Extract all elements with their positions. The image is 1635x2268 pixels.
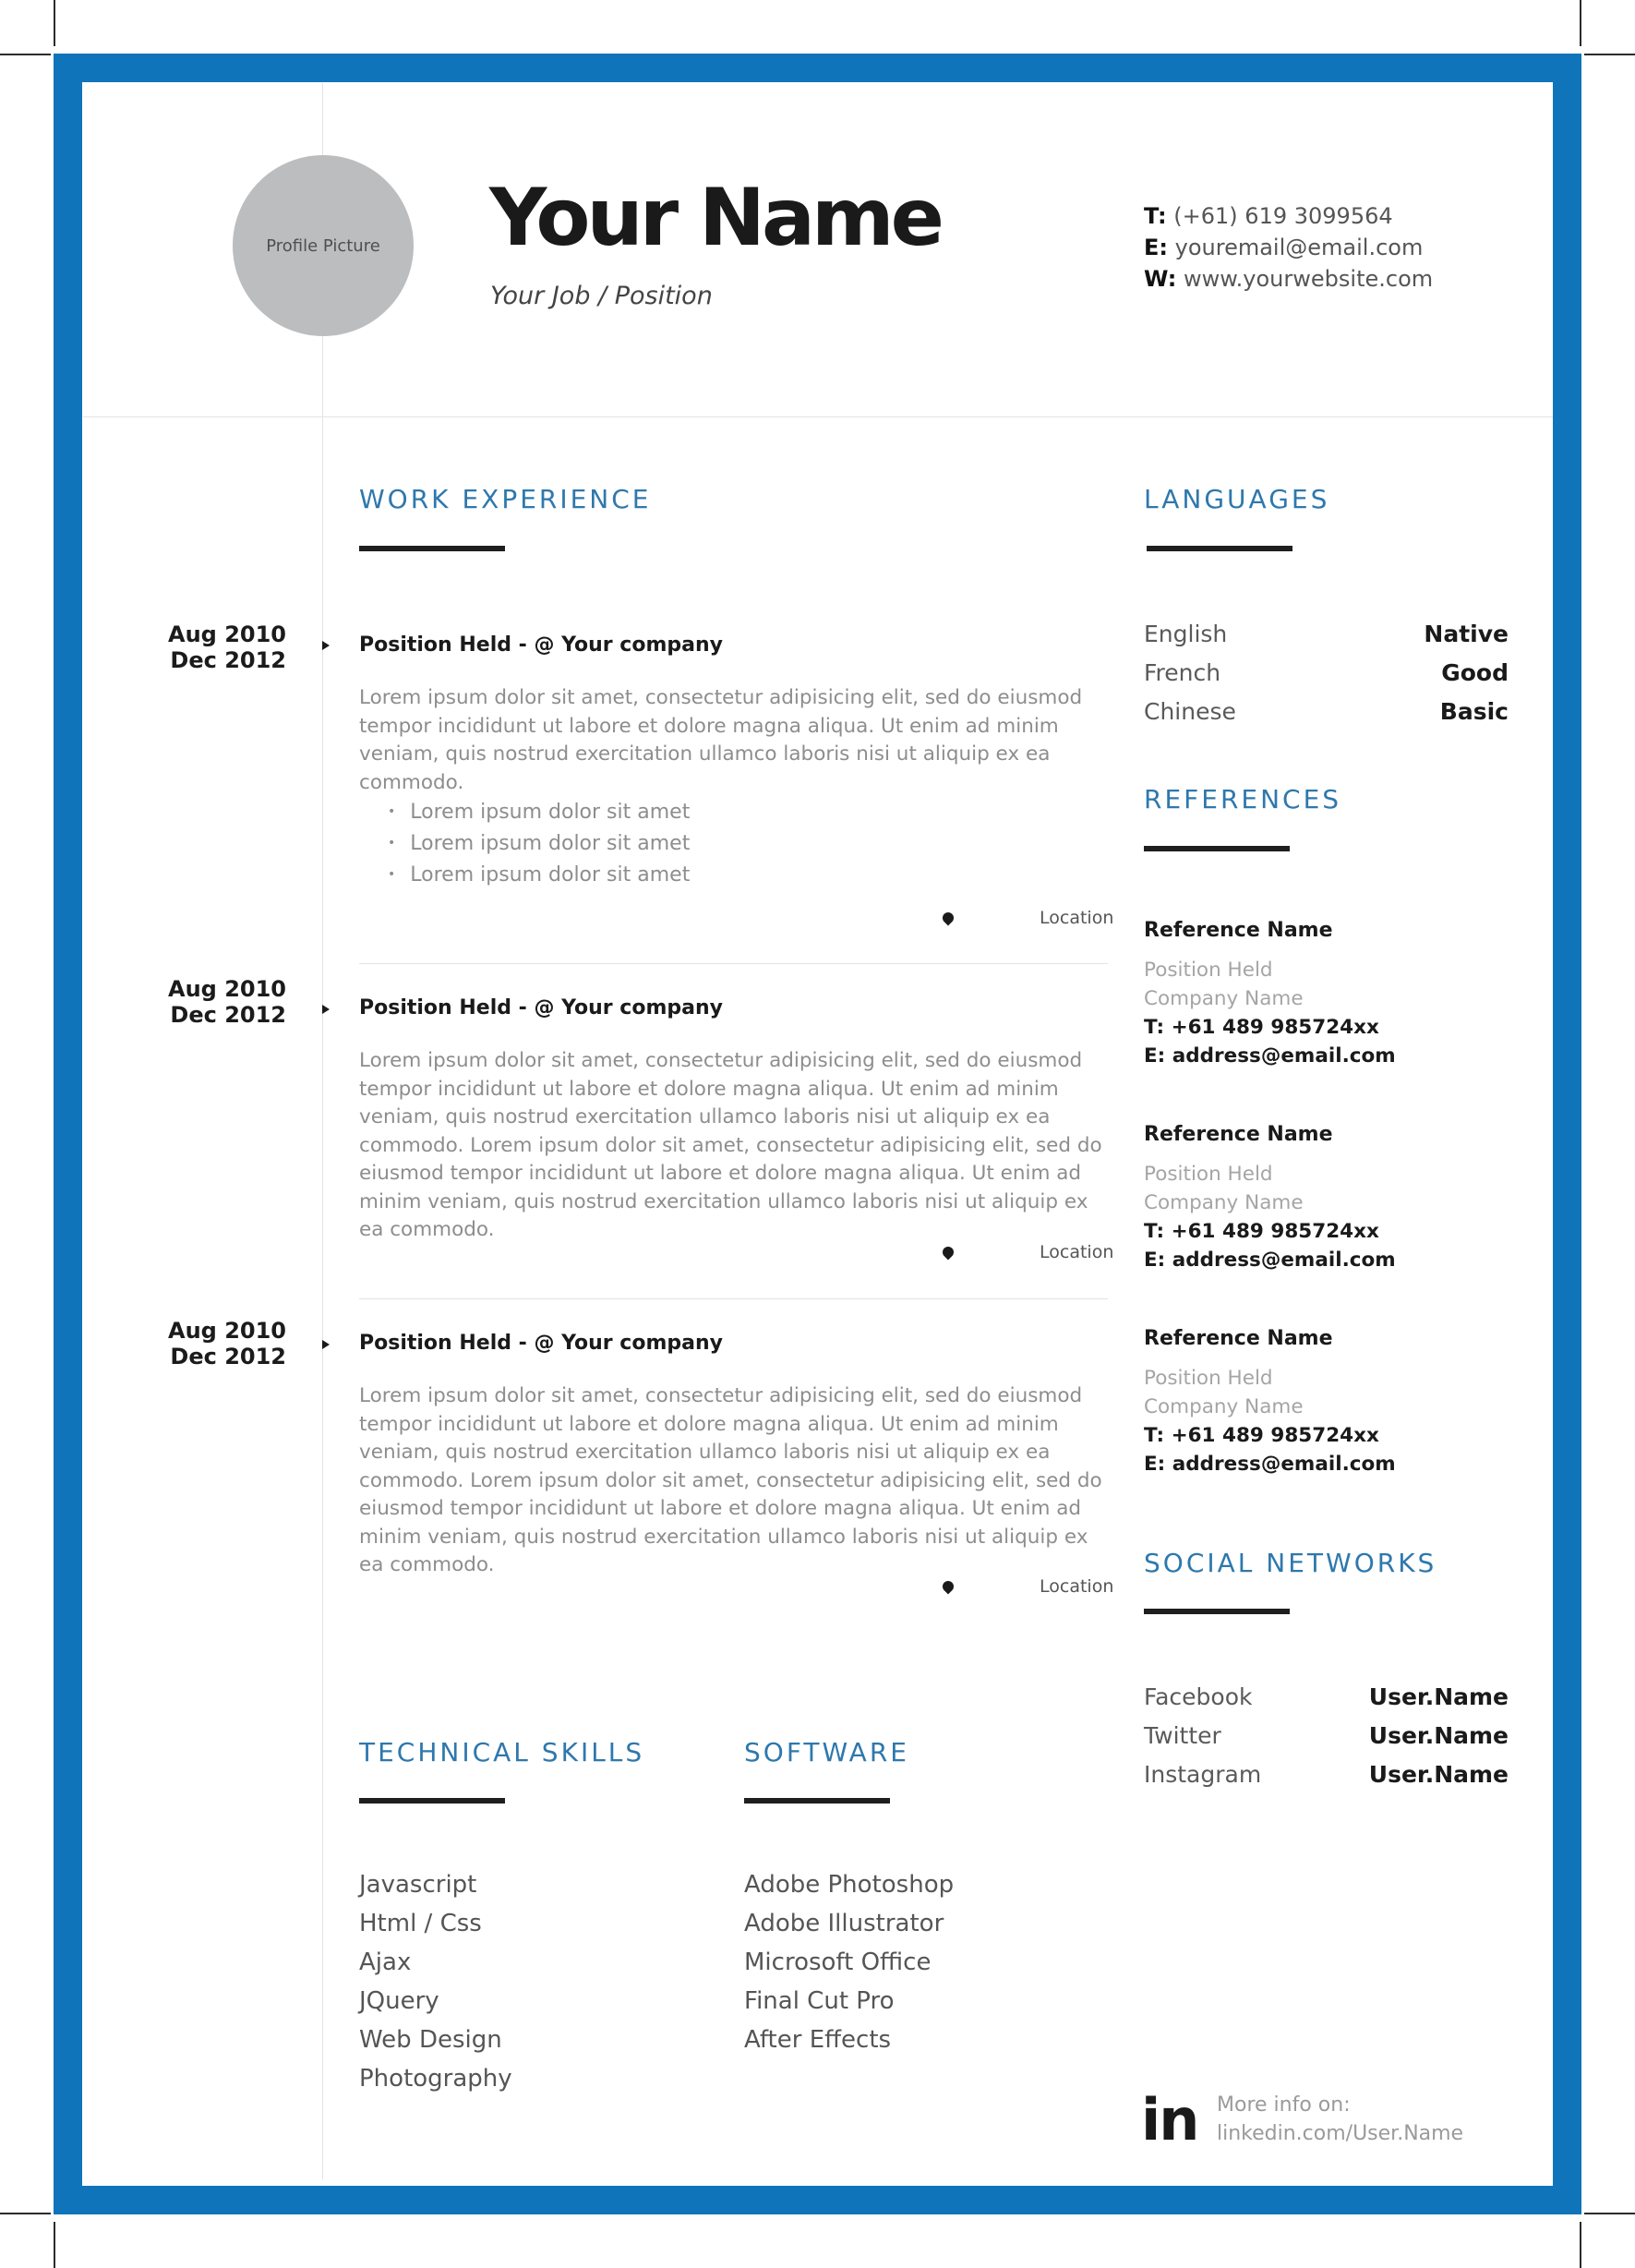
skills-list xyxy=(359,1865,512,2098)
list-item: • Lorem ipsum dolor sit amet xyxy=(392,861,690,892)
entry-separator xyxy=(359,1298,1108,1299)
work-description: Lorem ipsum dolor sit amet, consectetur adipisicing elit, sed do eiusmod tempor incididunt ut labore et dolore magna aliqua. Ut enim ad minim veniam, quis nostrud exercitation ullamco laboris nisi ut aliquip ex ea commodo. Lorem ipsum dolor sit amet, consectetur adipisicing elit, sed do eiusmod tempor incididunt ut labore et dolore magna aliqua. Ut enim ad minim veniam, quis nostrud exercitation ullamco laboris nisi ut aliquip ex ea commodo. xyxy=(359,1384,1102,1576)
list-item: Final Cut Pro xyxy=(744,1987,895,2015)
reference-card: Reference Name Position Held Company Name T: +61 489 985724xx E: address@email.com xyxy=(1144,1123,1532,1274)
references-title: REFERENCES xyxy=(1144,784,1342,814)
social-list xyxy=(1144,1678,1509,1794)
work-date: Aug 2010 Dec 2012 xyxy=(168,976,286,1028)
section-underline xyxy=(1147,546,1292,551)
section-underline xyxy=(744,1798,890,1804)
section-underline xyxy=(359,546,505,551)
list-item: Microsoft Office xyxy=(744,1948,932,1976)
work-description: Lorem ipsum dolor sit amet, consectetur adipisicing elit, sed do eiusmod tempor incididunt ut labore et dolore magna aliqua. Ut enim ad minim veniam, quis nostrud exercitation ullamco laboris nisi ut aliquip ex ea commodo. Lorem ipsum dolor sit amet, consectetur adipisicing elit, sed do eiusmod tempor incididunt ut labore et dolore magna aliqua. Ut enim ad minim veniam, quis nostrud exercitation ullamco laboris nisi ut aliquip ex ea commodo. xyxy=(359,1049,1102,1241)
job-title: Your Job / Position xyxy=(490,282,713,310)
work-description: Lorem ipsum dolor sit amet, consectetur adipisicing elit, sed do eiusmod tempor incididunt ut labore et dolore magna aliqua. Ut enim ad minim veniam, quis nostrud exercitation ullamco laboris nisi ut aliquip ex ea commodo. xyxy=(359,686,1083,794)
timeline-arrow-icon xyxy=(322,1340,330,1349)
linkedin-info[interactable]: More info on: linkedin.com/User.Name xyxy=(1217,2093,1464,2145)
list-item: Html / Css xyxy=(359,1910,482,1937)
reference-name: Reference Name xyxy=(1144,1327,1333,1350)
position-held: Position Held - @ Your company xyxy=(359,1332,723,1355)
languages-list xyxy=(1144,615,1509,731)
list-item[interactable]: Instagram User.Name xyxy=(1144,1761,1509,1788)
work-bullets xyxy=(392,798,690,892)
candidate-name: Your Name xyxy=(489,172,941,264)
crop-mark xyxy=(1584,54,1635,55)
list-item: English Native xyxy=(1144,621,1509,647)
work-date: Aug 2010 Dec 2012 xyxy=(168,1318,286,1369)
divider-vertical xyxy=(322,83,323,2179)
divider-horizontal xyxy=(83,416,1553,417)
work-location: Location xyxy=(1040,1576,1114,1597)
reference-card: Reference Name Position Held Company Name T: +61 489 985724xx E: address@email.com xyxy=(1144,1327,1532,1478)
section-underline xyxy=(1144,1609,1290,1614)
crop-mark xyxy=(0,2213,51,2214)
list-item: Adobe Photoshop xyxy=(744,1871,955,1899)
crop-mark xyxy=(1580,2222,1581,2268)
work-location: Location xyxy=(1040,1242,1114,1262)
reference-card: Reference Name Position Held Company Name T: +61 489 985724xx E: address@email.com xyxy=(1144,919,1532,1070)
profile-picture-label: Profile Picture xyxy=(266,235,380,256)
list-item: Adobe Illustrator xyxy=(744,1910,944,1937)
list-item: Javascript xyxy=(359,1871,477,1899)
list-item: After Effects xyxy=(744,2026,892,2054)
work-experience-title: WORK EXPERIENCE xyxy=(359,484,652,514)
contact-phone: T: (+61) 619 3099564 xyxy=(1144,203,1393,229)
timeline-arrow-icon xyxy=(322,641,330,650)
software-title: SOFTWARE xyxy=(744,1737,909,1767)
contact-info xyxy=(1144,200,1433,295)
reference-name: Reference Name xyxy=(1144,1123,1333,1146)
list-item[interactable]: Facebook User.Name xyxy=(1144,1683,1509,1710)
languages-title: LANGUAGES xyxy=(1144,484,1330,514)
list-item: Chinese Basic xyxy=(1144,698,1509,725)
crop-mark xyxy=(54,2222,55,2268)
list-item: Photography xyxy=(359,2065,512,2093)
reference-name: Reference Name xyxy=(1144,919,1333,942)
list-item[interactable]: Twitter User.Name xyxy=(1144,1722,1509,1749)
crop-mark xyxy=(54,0,55,46)
list-item: Web Design xyxy=(359,2026,502,2054)
list-item: • Lorem ipsum dolor sit amet xyxy=(392,829,690,861)
contact-email[interactable]: E: youremail@email.com xyxy=(1144,235,1424,260)
list-item: • Lorem ipsum dolor sit amet xyxy=(392,798,690,829)
list-item: French Good xyxy=(1144,659,1509,686)
contact-website[interactable]: W: www.yourwebsite.com xyxy=(1144,266,1434,292)
software-list xyxy=(744,1865,954,2059)
crop-mark xyxy=(1584,2213,1635,2214)
position-held: Position Held - @ Your company xyxy=(359,633,723,657)
technical-skills-title: TECHNICAL SKILLS xyxy=(359,1737,645,1767)
section-underline xyxy=(1144,846,1290,851)
social-networks-title: SOCIAL NETWORKS xyxy=(1144,1548,1437,1578)
timeline-arrow-icon xyxy=(322,1005,330,1014)
crop-mark xyxy=(1580,0,1581,46)
section-underline xyxy=(359,1798,505,1804)
position-held: Position Held - @ Your company xyxy=(359,996,723,1019)
profile-picture[interactable] xyxy=(233,155,414,336)
list-item: Ajax xyxy=(359,1948,412,1976)
crop-mark xyxy=(0,54,51,55)
list-item: JQuery xyxy=(359,1987,439,2015)
linkedin-icon[interactable]: in xyxy=(1141,2086,1198,2153)
entry-separator xyxy=(359,963,1108,964)
work-date: Aug 2010 Dec 2012 xyxy=(168,621,286,673)
work-location: Location xyxy=(1040,908,1114,928)
